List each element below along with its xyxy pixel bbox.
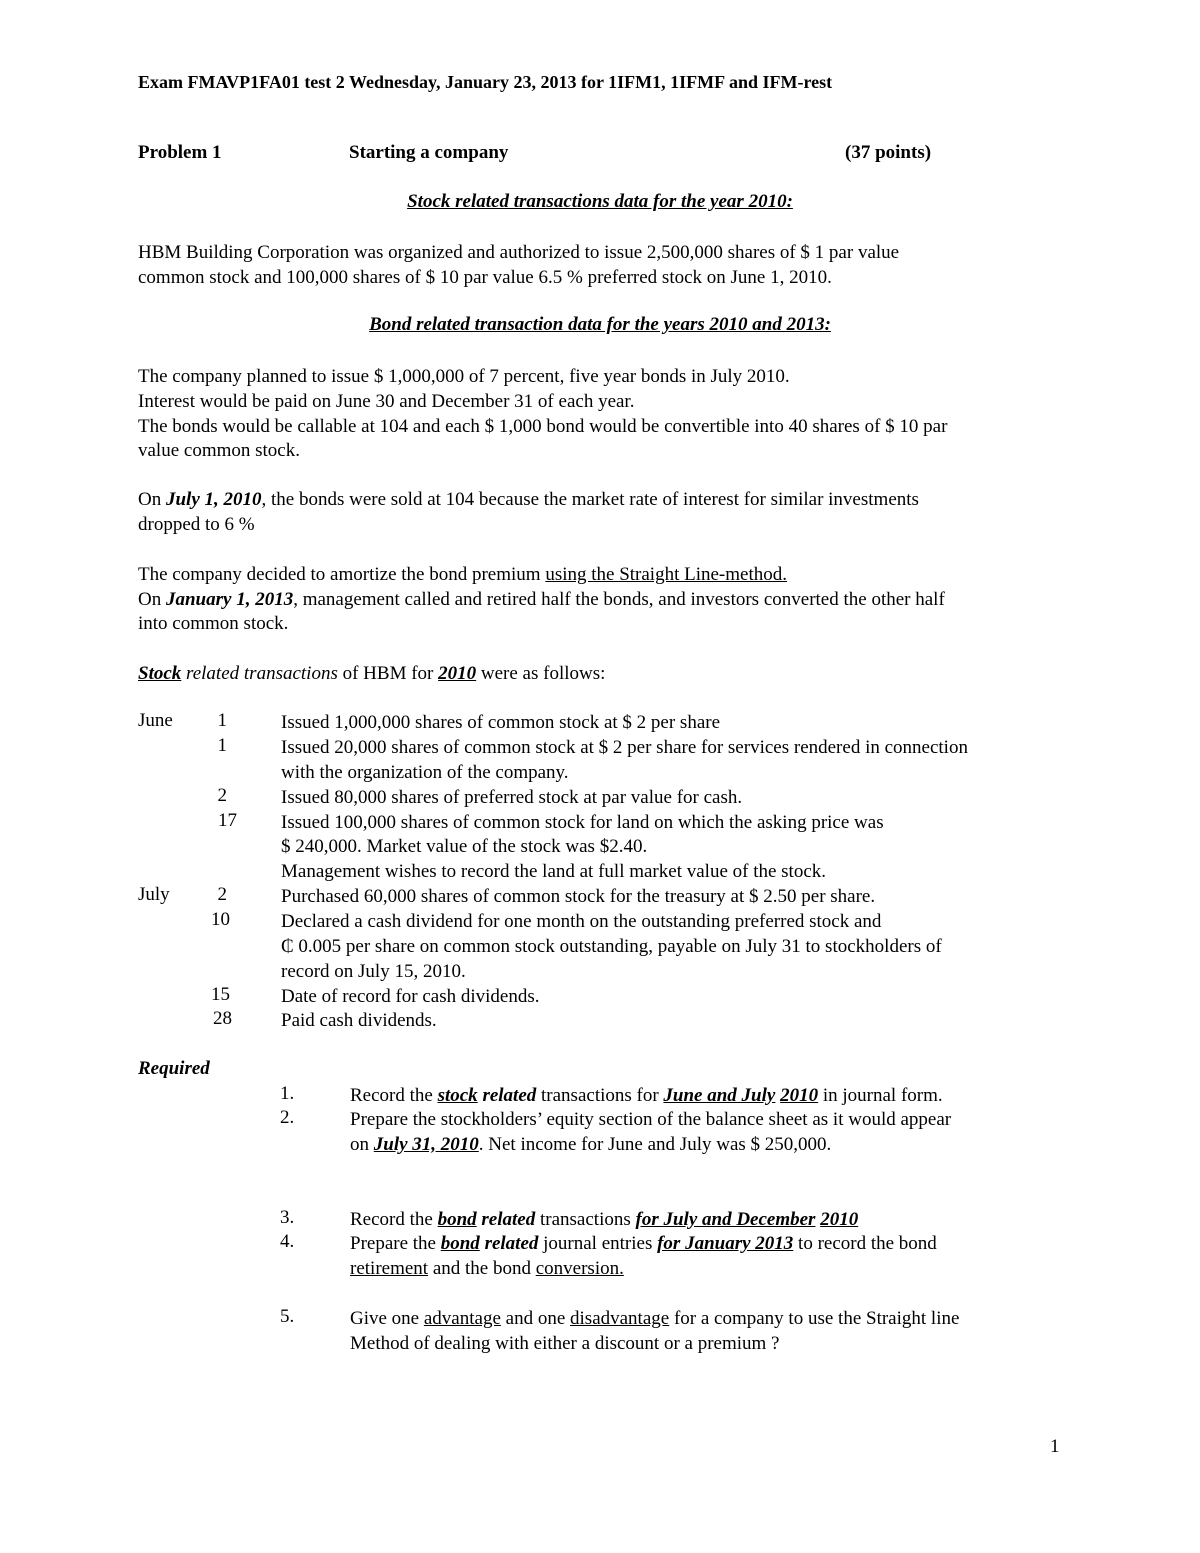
stock-data-line-1: HBM Building Corporation was organized and authorized to issue 2,500,000 shares of $ 1 par value bbox=[138, 242, 900, 263]
tx-line: ₵ 0.005 per share on common stock outstanding, payable on July 31 to stockholders of bbox=[281, 936, 942, 957]
amort-method: using the Straight Line-method. bbox=[545, 564, 787, 585]
required-label: Required bbox=[138, 1058, 210, 1079]
tx-day: 15 bbox=[211, 984, 230, 1005]
tx-line: Issued 100,000 shares of common stock for land on which the asking price was bbox=[281, 812, 884, 833]
required-item-5-line-2: Method of dealing with either a discount or a premium ? bbox=[350, 1333, 780, 1354]
tx-line: Issued 80,000 shares of preferred stock at par value for cash. bbox=[281, 787, 743, 808]
required-item-2-line-1: Prepare the stockholders’ equity section of the balance sheet as it would appear bbox=[350, 1109, 952, 1130]
required-item-4-line-1: Prepare the bond related journal entries for January 2013 to record the bond bbox=[350, 1233, 937, 1254]
tx-line: Paid cash dividends. bbox=[281, 1010, 437, 1031]
bond-data-line-4: value common stock. bbox=[138, 440, 300, 461]
tx-day: 1 bbox=[217, 710, 227, 731]
bond-data-heading: Bond related transaction data for the years 2010 and 2013: bbox=[369, 314, 831, 335]
tx-line: $ 240,000. Market value of the stock was $2.40. bbox=[281, 836, 648, 857]
amort-line-2: On January 1, 2013, management called and retired half the bonds, and investors converted the other half bbox=[138, 589, 945, 610]
tx-day: 17 bbox=[218, 810, 237, 831]
required-item-4-line-2: retirement and the bond conversion. bbox=[350, 1258, 624, 1279]
tx-line: Issued 20,000 shares of common stock at $ 2 per share for services rendered in connection bbox=[281, 737, 968, 758]
tx-day: 1 bbox=[217, 735, 227, 756]
tx-month-june: June bbox=[138, 710, 173, 731]
tx-line: Management wishes to record the land at full market value of the stock. bbox=[281, 861, 827, 882]
required-number: 4. bbox=[280, 1231, 295, 1252]
tx-line: Date of record for cash dividends. bbox=[281, 986, 540, 1007]
stock-data-heading: Stock related transactions data for the year 2010: bbox=[407, 191, 793, 212]
bond-data-line-2: Interest would be paid on June 30 and December 31 of each year. bbox=[138, 391, 635, 412]
required-item-1: Record the stock related transactions for June and July 2010 in journal form. bbox=[350, 1085, 943, 1106]
tx-line: Purchased 60,000 shares of common stock for the treasury at $ 2.50 per share. bbox=[281, 886, 876, 907]
exam-header: Exam FMAVP1FA01 test 2 Wednesday, January 23, 2013 for 1IFM1, 1IFMF and IFM-rest bbox=[138, 72, 833, 92]
problem-name: Starting a company bbox=[349, 142, 509, 163]
required-number: 2. bbox=[280, 1107, 295, 1128]
required-number: 1. bbox=[280, 1083, 295, 1104]
amort-line-3: into common stock. bbox=[138, 613, 289, 634]
sale-date: July 1, 2010 bbox=[165, 489, 262, 510]
tx-line: with the organization of the company. bbox=[281, 762, 569, 783]
retire-date: January 1, 2013 bbox=[165, 589, 294, 610]
tx-line: Declared a cash dividend for one month on the outstanding preferred stock and bbox=[281, 911, 882, 932]
bond-data-line-3: The bonds would be callable at 104 and each $ 1,000 bond would be convertible into 40 shares of $ 10 par bbox=[138, 416, 948, 437]
tx-day: 10 bbox=[211, 909, 230, 930]
tx-day: 2 bbox=[217, 785, 227, 806]
required-item-2-line-2: on July 31, 2010. Net income for June and July was $ 250,000. bbox=[350, 1134, 832, 1155]
required-number: 3. bbox=[280, 1207, 295, 1228]
tx-line: record on July 15, 2010. bbox=[281, 961, 466, 982]
problem-points: (37 points) bbox=[845, 142, 932, 163]
tx-day: 28 bbox=[213, 1008, 232, 1029]
required-item-5-line-1: Give one advantage and one disadvantage for a company to use the Straight line bbox=[350, 1308, 960, 1329]
tx-day: 2 bbox=[217, 884, 227, 905]
stock-tx-intro: Stock related transactions of HBM for 2010 were as follows: bbox=[138, 663, 606, 684]
stock-data-line-2: common stock and 100,000 shares of $ 10 par value 6.5 % preferred stock on June 1, 2010. bbox=[138, 267, 832, 288]
amort-line-1: The company decided to amortize the bond premium using the Straight Line-method. bbox=[138, 564, 787, 585]
sale-line-2: dropped to 6 % bbox=[138, 514, 255, 535]
required-number: 5. bbox=[280, 1306, 295, 1327]
problem-label: Problem 1 bbox=[138, 142, 222, 163]
page-number: 1 bbox=[1050, 1436, 1060, 1457]
tx-line: Issued 1,000,000 shares of common stock at $ 2 per share bbox=[281, 712, 721, 733]
tx-month-july: July bbox=[138, 884, 170, 905]
sale-line-1: On July 1, 2010, the bonds were sold at 104 because the market rate of interest for similar investments bbox=[138, 489, 919, 510]
required-item-3: Record the bond related transactions for July and December 2010 bbox=[350, 1209, 859, 1230]
bond-data-line-1: The company planned to issue $ 1,000,000 of 7 percent, five year bonds in July 2010. bbox=[138, 366, 790, 387]
